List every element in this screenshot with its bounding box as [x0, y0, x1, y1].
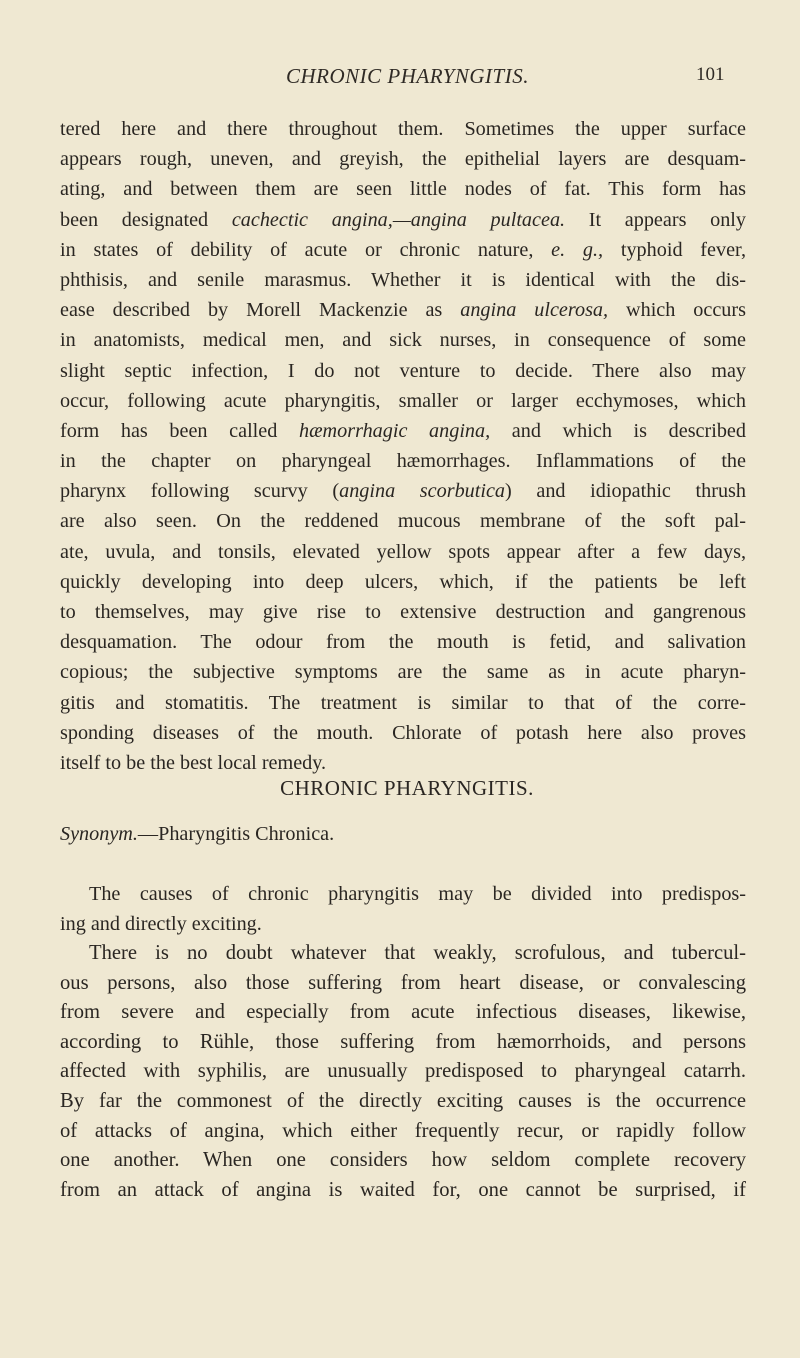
text-line [60, 235, 746, 265]
italic-term: angina scorbutica [339, 480, 506, 503]
text-line: of attacks of angina, which either frequently recur, or rapidly follow [60, 1119, 746, 1142]
text-line: tered here and there throughout them. Sometimes the upper surface [60, 118, 746, 140]
text-run: typhoid fever, [603, 238, 746, 261]
text-line: appears rough, uneven, and greyish, the epithelial layers are desquam- [60, 148, 746, 171]
running-header [0, 64, 800, 94]
text-line [60, 295, 746, 325]
text-line: affected with syphilis, are unusually predisposed to pharyngeal catarrh. [60, 1060, 746, 1083]
paragraph-predisposing [60, 939, 746, 1205]
text-line: quickly developing into deep ulcers, which, if the patients be left [60, 570, 746, 593]
text-run: which occurs [608, 299, 746, 322]
synonym-text: —Pharyngitis Chronica. [137, 823, 335, 845]
text-line: ating, and between them are seen little nodes of fat. This form has [60, 178, 746, 201]
section-heading: CHRONIC PHARYNGITIS. [280, 776, 534, 800]
text-line [60, 205, 746, 235]
text-run: pharynx following scurvy ( [60, 480, 340, 503]
text-run: in states of debility of acute or chronic nature, [60, 238, 552, 261]
text-line: in the chapter on pharyngeal hæmorrhages. Inflammations of the [60, 450, 746, 473]
text-line: ous persons, also those suffering from heart disease, or convalescing [60, 971, 746, 994]
text-line: sponding diseases of the mouth. Chlorate of potash here also proves [60, 721, 746, 744]
text-line [60, 476, 746, 506]
text-line: in anatomists, medical men, and sick nurses, in consequence of some [60, 329, 746, 352]
text-line: copious; the subjective symptoms are the same as in acute pharyn- [60, 661, 746, 684]
text-run: been designated [60, 208, 232, 231]
text-line [60, 416, 746, 446]
text-line: ing and directly exciting. [60, 913, 262, 936]
synonym-line [60, 819, 746, 849]
text-line: are also seen. On the reddened mucous membrane of the soft pal- [60, 510, 746, 533]
paragraph-causes [60, 879, 746, 939]
synonym-label: Synonym. [60, 823, 138, 845]
text-line: phthisis, and senile marasmus. Whether it is identical with the dis- [60, 268, 746, 291]
italic-term: hæmorrhagic angina, [298, 419, 491, 442]
text-line: gitis and stomatitis. The treatment is similar to that of the corre- [60, 691, 746, 714]
italic-term: angina ulcerosa, [460, 299, 609, 322]
text-line: from an attack of angina is waited for, one cannot be surprised, if [60, 1178, 746, 1201]
italic-term: e. g., [551, 238, 604, 261]
text-line: desquamation. The odour from the mouth is fetid, and salivation [60, 631, 746, 654]
text-run: ease described by Morell Mackenzie as [60, 299, 461, 322]
text-line: occur, following acute pharyngitis, smaller or larger ecchymoses, which [60, 389, 746, 412]
text-line: There is no doubt whatever that weakly, scrofulous, and tubercul- [89, 942, 746, 964]
text-line: ate, uvula, and tonsils, elevated yellow spots appear after a few days, [60, 540, 746, 563]
text-line [60, 819, 746, 849]
running-title: CHRONIC PHARYNGITIS. [286, 64, 529, 88]
text-line: according to Rühle, those suffering from hæmorrhoids, and persons [60, 1030, 746, 1053]
text-line: to themselves, may give rise to extensive destruction and gangrenous [60, 601, 746, 623]
text-line: itself to be the best local remedy. [60, 751, 327, 774]
text-run: and which is described [490, 419, 746, 442]
text-run: form has been called [60, 419, 299, 442]
page-number: 101 [696, 64, 725, 85]
text-line: By far the commonest of the directly exciting causes is the occurrence [60, 1089, 746, 1112]
text-line: from severe and especially from acute infectious diseases, likewise, [60, 1001, 746, 1024]
text-run: ) and idiopathic thrush [505, 480, 746, 503]
text-run: It appears only [565, 208, 747, 231]
text-line: one another. When one considers how seldom complete recovery [60, 1149, 746, 1172]
italic-term: cachectic angina,—angina pultacea. [231, 208, 566, 231]
text-line: slight septic infection, I do not venture to decide. There also may [60, 359, 746, 382]
text-line: The causes of chronic pharyngitis may be divided into predispos- [89, 883, 746, 905]
paragraph-continued [60, 114, 746, 778]
